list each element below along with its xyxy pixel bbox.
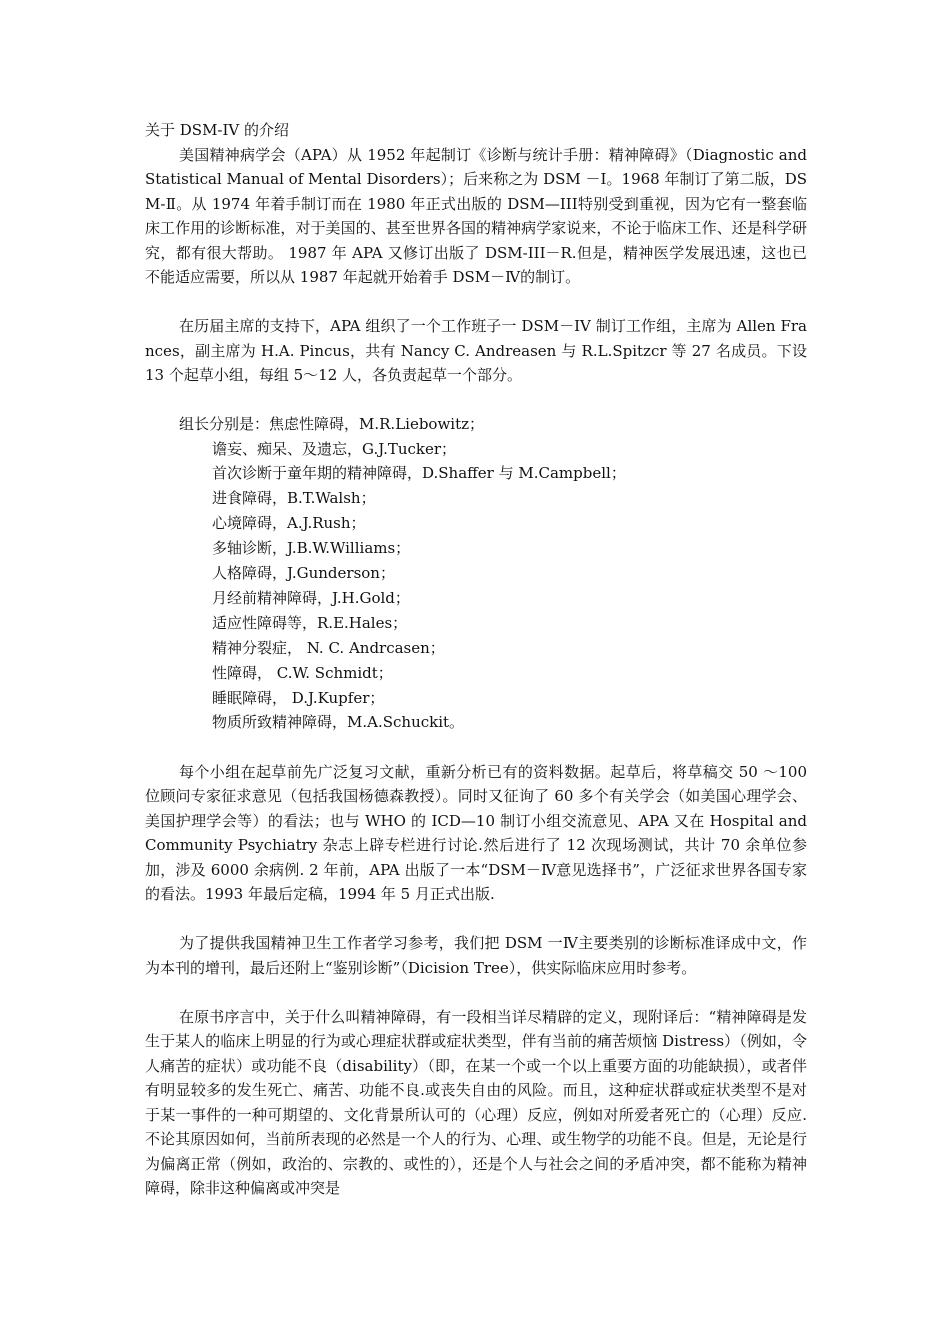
list-item: 多轴诊断，J.B.W.Williams； bbox=[212, 539, 411, 558]
paragraph-spacer bbox=[145, 907, 807, 932]
list-item: 适应性障碍等，R.E.Hales； bbox=[212, 613, 408, 632]
list-item: 人格障碍，J.Gunderson； bbox=[212, 564, 395, 583]
list-item: 精神分裂症， N. C. Andrcasen； bbox=[212, 638, 445, 657]
paragraph-spacer bbox=[145, 290, 807, 315]
group-list-intro: 组长分别是：焦虑性障碍，M.R.Liebowitz； bbox=[179, 415, 485, 433]
paragraph-spacer bbox=[145, 388, 807, 413]
list-item: 谵妄、痴呆、及遗忘，G.J.Tucker； bbox=[212, 439, 457, 458]
list-item: 进食障碍，B.T.Walsh； bbox=[212, 489, 376, 508]
list-item: 性障碍， C.W. Schmidt； bbox=[212, 663, 393, 682]
list-item: 心境障碍，A.J.Rush； bbox=[212, 514, 366, 533]
paragraph-spacer bbox=[145, 980, 807, 1005]
document-title: 关于 DSM-IV 的介绍 bbox=[145, 121, 290, 139]
list-item: 物质所致精神障碍，M.A.Schuckit。 bbox=[212, 713, 465, 732]
paragraph-drafting-process: 每个小组在起草前先广泛复习文献，重新分析已有的资料数据。起草后，将草稿交 50 ～100 位顾问专家征求意见（包括我国杨德森教授）。同时又征询了 60 多个有关学会（如美国心理学会、美国护理学会等）的看法；也与 WHO 的 ICD—10 制订小组交流意见、APA 又在 Hospital and Community Psychiatry 杂志上辟专栏进行讨论.然后进行了 12 次现场测试，共计 70 余单位参加，涉及 6000 余病例. 2 年前，APA 出版了一本“DSM－Ⅳ意见选择书”，广泛征求世界各国专家的看法。1993 年最后定稿，1994 年 5 月正式出版. bbox=[145, 762, 807, 904]
group-leader-list bbox=[145, 437, 807, 736]
list-item: 月经前精神障碍，J.H.Gold； bbox=[212, 588, 410, 607]
document-page bbox=[145, 118, 807, 1201]
paragraph-spacer bbox=[145, 735, 807, 760]
list-item: 首次诊断于童年期的精神障碍，D.Shaffer 与 M.Campbell； bbox=[212, 464, 626, 483]
paragraph-definition: 在原书序言中，关于什么叫精神障碍，有一段相当详尽精辟的定义，现附译后：“精神障碍是发生于某人的临床上明显的行为或心理症状群或症状类型，伴有当前的痛苦烦恼 Distress）（例如，令人痛苦的症状）或功能不良（disability）（即，在某一个或一个以上重要方面的功能缺损），或者伴有明显较多的发生死亡、痛苦、功能不良.或丧失自由的风险。而且，这种症状群或症状类型不是对于某一事件的一种可期望的、文化背景所认可的（心理）反应，例如对所爱者死亡的（心理）反应.不论其原因如何，当前所表现的必然是一个人的行为、心理、或生物学的功能不良。但是，无论是行为偏离正常（例如，政治的、宗教的、或性的），还是个人与社会之间的矛盾冲突，都不能称为精神障碍，除非这种偏离或冲突是 bbox=[145, 1007, 807, 1198]
paragraph-history: 美国精神病学会（APA）从 1952 年起制订《诊断与统计手册：精神障碍》（Diagnostic and Statistical Manual of Mental Disorders）；后来称之为 DSM －Ⅰ。1968 年制订了第二版，DSM-Ⅱ。从 1974 年着手制订而在 1980 年正式出版的 DSM—III特别受到重视，因为它有一整套临床工作用的诊断标准，对于美国的、甚至世界各国的精神病学家说来，不论于临床工作、还是科学研究，都有很大帮助。 1987 年 APA 又修订出版了 DSM-III－R.但是，精神医学发展迅速，这也已不能适应需要，所以从 1987 年起就开始着手 DSM－Ⅳ的制订。 bbox=[145, 145, 807, 286]
paragraph-task-force: 在历届主席的支持下，APA 组织了一个工作班子一 DSM－IV 制订工作组，主席为 Allen Frances，副主席为 H.A. Pincus，共有 Nancy C. Andreasen 与 R.L.Spitzcr 等 27 名成员。下设 13 个起草小组，每组 5～12 人，各负责起草一个部分。 bbox=[145, 317, 807, 384]
list-item: 睡眠障碍， D.J.Kupfer； bbox=[212, 688, 385, 707]
paragraph-translation-purpose: 为了提供我国精神卫生工作者学习参考，我们把 DSM 一Ⅳ主要类别的诊断标准译成中文，作为本刊的增刊，最后还附上“鉴别诊断”（Dicision Tree），供实际临床应用时参考。 bbox=[145, 934, 807, 977]
